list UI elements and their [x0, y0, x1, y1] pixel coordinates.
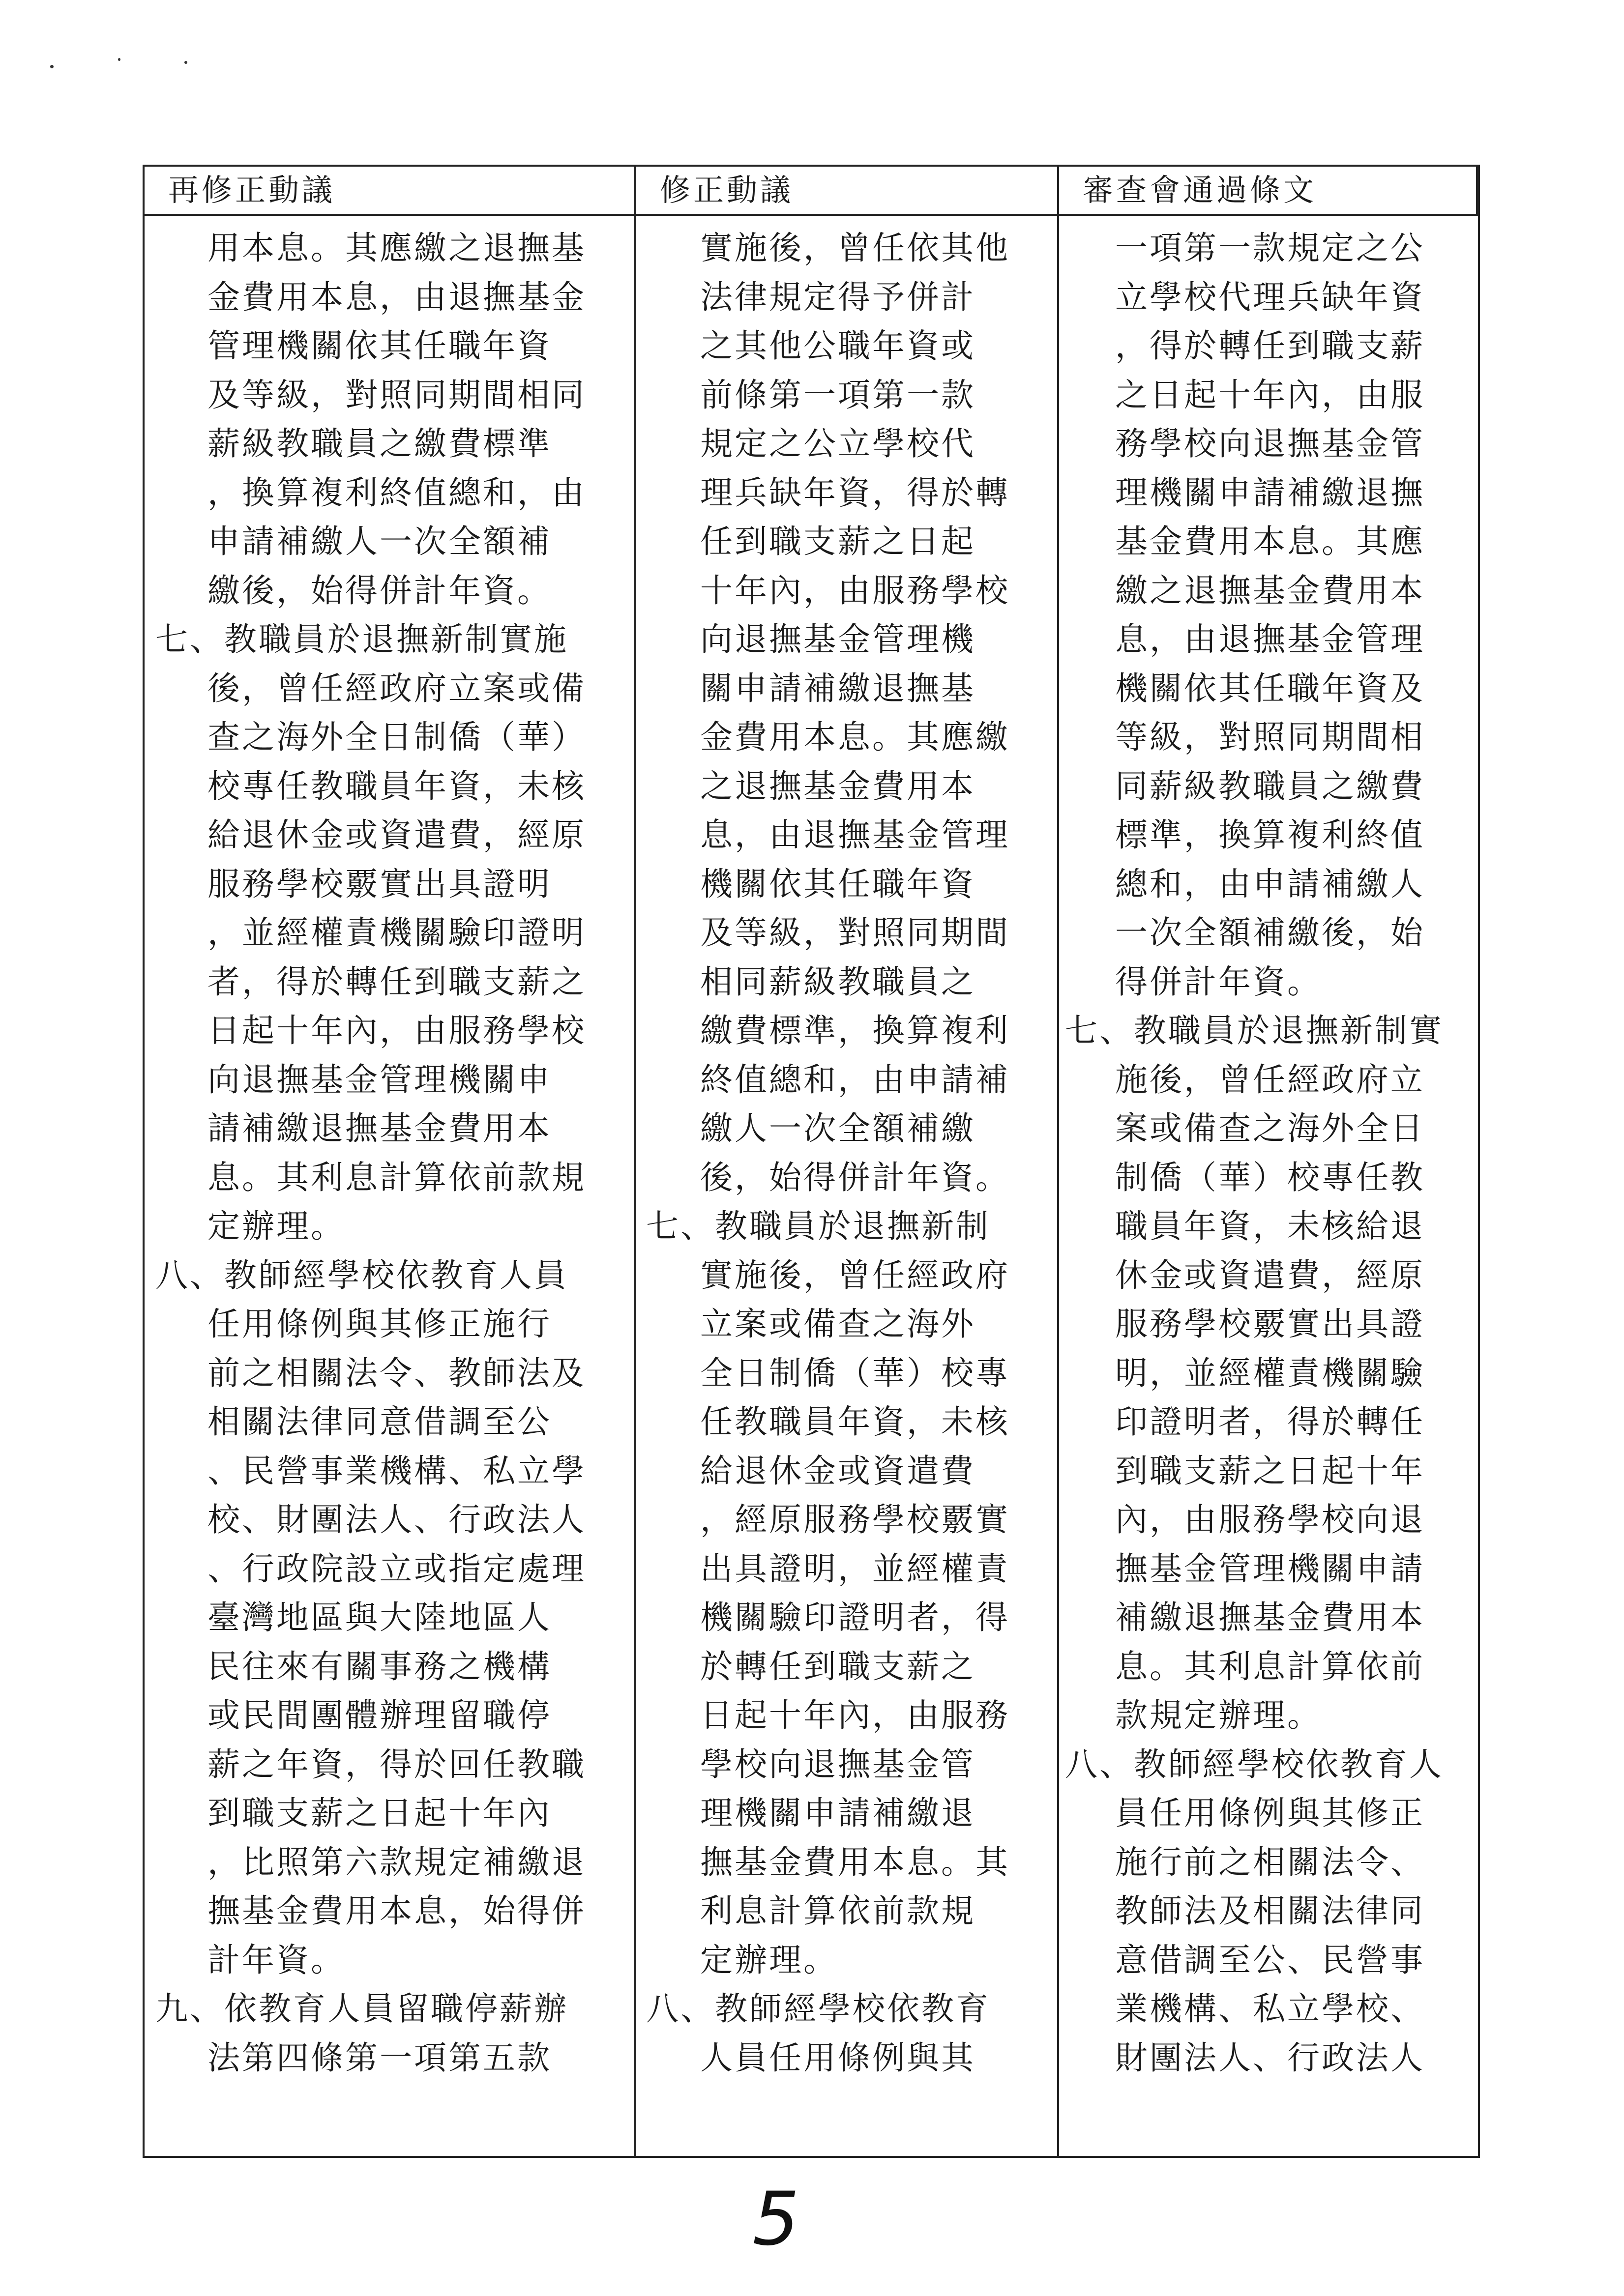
- text-line: 機關依其任職年資及: [1115, 669, 1425, 707]
- text-line: 制僑（華）校專任教: [1115, 1158, 1425, 1196]
- text-line: 定辦理。: [207, 1207, 345, 1245]
- header-col-revision-motion: 修正動議: [636, 167, 1059, 216]
- scan-speck: [184, 61, 187, 64]
- text-line: 向退撫基金管理機: [700, 620, 975, 658]
- text-line: 實施後，曾任經政府: [700, 1256, 1010, 1294]
- clause-item-line: 七、教職員於退撫新制: [646, 1207, 990, 1245]
- text-line: 補繳退撫基金費用本: [1115, 1598, 1425, 1636]
- text-line: 基金費用本息。其應: [1115, 523, 1425, 560]
- text-line: 給退休金或資遣費，經原: [207, 816, 586, 854]
- text-line: 標準，換算複利終值: [1115, 816, 1425, 854]
- text-line: 財團法人、行政法人: [1115, 2038, 1425, 2077]
- text-line: 出具證明，並經權責: [700, 1549, 1010, 1588]
- text-line: 校專任教職員年資，未核: [207, 767, 586, 805]
- page-number: 5: [752, 2177, 799, 2262]
- text-line: 施後，曾任經政府立: [1115, 1060, 1425, 1099]
- text-line: 意借調至公、民營事: [1115, 1941, 1425, 1979]
- text-line: 利息計算依前款規: [700, 1892, 975, 1930]
- clause-item-line: 八、教師經學校依教育人: [1065, 1745, 1444, 1783]
- text-line: 前之相關法令、教師法及: [207, 1354, 586, 1392]
- text-line: 及等級，對照同期間: [700, 914, 1010, 952]
- text-line: ，經原服務學校覈實: [700, 1501, 1010, 1539]
- text-line: 息，由退撫基金管理: [1115, 620, 1425, 658]
- text-line: 一次全額補繳後，始: [1115, 914, 1425, 952]
- text-line: 等級，對照同期間相: [1115, 718, 1425, 756]
- clause-item-line: 七、教職員於退撫新制實: [1065, 1012, 1444, 1049]
- text-line: 終值總和，由申請補: [700, 1060, 1010, 1099]
- scan-specks: [44, 54, 241, 74]
- text-line: 學校向退撫基金管: [700, 1745, 975, 1783]
- column-committee-approved-text: [1059, 216, 1478, 2156]
- text-line: 給退休金或資遣費: [700, 1452, 975, 1490]
- text-line: 後，曾任經政府立案或備: [207, 669, 586, 707]
- text-line: 薪之年資，得於回任教職: [207, 1745, 586, 1783]
- text-line: 任用條例與其修正施行: [207, 1305, 552, 1343]
- text-line: 全日制僑（華）校專: [700, 1354, 1010, 1392]
- text-line: 理兵缺年資，得於轉: [700, 473, 1010, 512]
- clause-item-line: 七、教職員於退撫新制實施: [155, 620, 568, 658]
- text-line: 理機關申請補繳退: [700, 1794, 975, 1832]
- text-line: 施行前之相關法令、: [1115, 1843, 1425, 1881]
- text-line: 立案或備查之海外: [700, 1305, 975, 1343]
- text-line: 前條第一項第一款: [700, 376, 975, 414]
- text-line: 機關依其任職年資: [700, 865, 975, 903]
- text-line: 到職支薪之日起十年內: [207, 1794, 552, 1832]
- text-line: 印證明者，得於轉任: [1115, 1403, 1425, 1441]
- text-line: 繳費標準，換算複利: [700, 1012, 1010, 1049]
- header-col-committee-approved-text: 審查會通過條文: [1059, 167, 1478, 216]
- clause-item-line: 八、教師經學校依教育人員: [155, 1256, 568, 1294]
- text-line: 或民間團體辦理留職停: [207, 1696, 552, 1734]
- text-line: 金費用本息，由退撫基金: [207, 278, 586, 316]
- text-line: 之退撫基金費用本: [700, 767, 975, 805]
- text-line: 職員年資，未核給退: [1115, 1207, 1425, 1245]
- text-line: 相同薪級教職員之: [700, 962, 975, 1001]
- text-line: 案或備查之海外全日: [1115, 1109, 1425, 1147]
- text-line: 員任用條例與其修正: [1115, 1794, 1425, 1832]
- text-line: 服務學校覈實出具證: [1115, 1305, 1425, 1343]
- text-line: 總和，由申請補繳人: [1115, 865, 1425, 903]
- text-line: 休金或資遣費，經原: [1115, 1256, 1425, 1294]
- text-line: 、民營事業機構、私立學: [207, 1452, 586, 1490]
- text-line: 得併計年資。: [1115, 962, 1322, 1001]
- text-line: 查之海外全日制僑（華）: [207, 718, 586, 756]
- text-line: 任到職支薪之日起: [700, 523, 975, 560]
- text-line: 同薪級教職員之繳費: [1115, 767, 1425, 805]
- text-line: ，並經權責機關驗印證明: [207, 914, 586, 952]
- text-line: 後，始得併計年資。: [700, 1158, 1010, 1196]
- text-line: 法第四條第一項第五款: [207, 2038, 552, 2077]
- text-line: 之其他公職年資或: [700, 327, 975, 365]
- text-line: 款規定辦理。: [1115, 1696, 1322, 1734]
- text-line: 金費用本息。其應繳: [700, 718, 1010, 756]
- column-revision-motion: [636, 216, 1059, 2156]
- text-line: 服務學校覈實出具證明: [207, 865, 552, 903]
- text-line: 任教職員年資，未核: [700, 1403, 1010, 1441]
- column-rerevision-motion: [145, 216, 636, 2156]
- text-line: 撫基金費用本息，始得併: [207, 1892, 586, 1930]
- text-line: 日起十年內，由服務: [700, 1696, 1010, 1734]
- comparison-table: [143, 165, 1480, 2158]
- text-line: 明，並經權責機關驗: [1115, 1354, 1425, 1392]
- text-line: 日起十年內，由服務學校: [207, 1012, 586, 1049]
- text-line: 民往來有關事務之機構: [207, 1647, 552, 1686]
- text-line: 用本息。其應繳之退撫基: [207, 229, 586, 267]
- text-line: 息，由退撫基金管理: [700, 816, 1010, 854]
- text-line: 薪級教職員之繳費標準: [207, 425, 552, 463]
- text-line: 法律規定得予併計: [700, 278, 975, 316]
- text-line: 務學校向退撫基金管: [1115, 425, 1425, 463]
- text-line: 人員任用條例與其: [700, 2038, 975, 2077]
- text-line: 、行政院設立或指定處理: [207, 1549, 586, 1588]
- text-line: 管理機關依其任職年資: [207, 327, 552, 365]
- text-line: 繳人一次全額補繳: [700, 1109, 975, 1147]
- text-line: ，比照第六款規定補繳退: [207, 1843, 586, 1881]
- text-line: 立學校代理兵缺年資: [1115, 278, 1425, 316]
- text-line: 機關驗印證明者，得: [700, 1598, 1010, 1636]
- text-line: 於轉任到職支薪之: [700, 1647, 975, 1686]
- text-line: 撫基金費用本息。其: [700, 1843, 1010, 1881]
- scan-speck: [118, 58, 120, 61]
- text-line: 繳後，始得併計年資。: [207, 571, 552, 610]
- clause-item-line: 八、教師經學校依教育: [646, 1990, 990, 2028]
- text-line: 計年資。: [207, 1941, 345, 1979]
- text-line: 到職支薪之日起十年: [1115, 1452, 1425, 1490]
- text-line: 校、財團法人、行政法人: [207, 1501, 586, 1539]
- text-line: 臺灣地區與大陸地區人: [207, 1598, 552, 1636]
- text-line: 內，由服務學校向退: [1115, 1501, 1425, 1539]
- text-line: 規定之公立學校代: [700, 425, 975, 463]
- text-line: 一項第一款規定之公: [1115, 229, 1425, 267]
- text-line: ，換算複利終值總和，由: [207, 473, 586, 512]
- text-line: 關申請補繳退撫基: [700, 669, 975, 707]
- text-line: 相關法律同意借調至公: [207, 1403, 552, 1441]
- text-line: 十年內，由服務學校: [700, 571, 1010, 610]
- text-line: 繳之退撫基金費用本: [1115, 571, 1425, 610]
- text-line: 定辦理。: [700, 1941, 838, 1979]
- header-col-rerevision-motion: 再修正動議: [145, 167, 636, 216]
- text-line: 申請補繳人一次全額補: [207, 523, 552, 560]
- text-line: 息。其利息計算依前: [1115, 1647, 1425, 1686]
- text-line: 及等級，對照同期間相同: [207, 376, 586, 414]
- text-line: 業機構、私立學校、: [1115, 1990, 1425, 2028]
- text-line: 之日起十年內，由服: [1115, 376, 1425, 414]
- scan-speck: [50, 65, 54, 68]
- text-line: 息。其利息計算依前款規: [207, 1158, 586, 1196]
- text-line: ，得於轉任到職支薪: [1115, 327, 1425, 365]
- text-line: 實施後，曾任依其他: [700, 229, 1010, 267]
- text-line: 請補繳退撫基金費用本: [207, 1109, 552, 1147]
- clause-item-line: 九、依教育人員留職停薪辦: [155, 1990, 568, 2028]
- text-line: 撫基金管理機關申請: [1115, 1549, 1425, 1588]
- text-line: 理機關申請補繳退撫: [1115, 473, 1425, 512]
- text-line: 向退撫基金管理機關申: [207, 1060, 552, 1099]
- text-line: 者，得於轉任到職支薪之: [207, 962, 586, 1001]
- text-line: 教師法及相關法律同: [1115, 1892, 1425, 1930]
